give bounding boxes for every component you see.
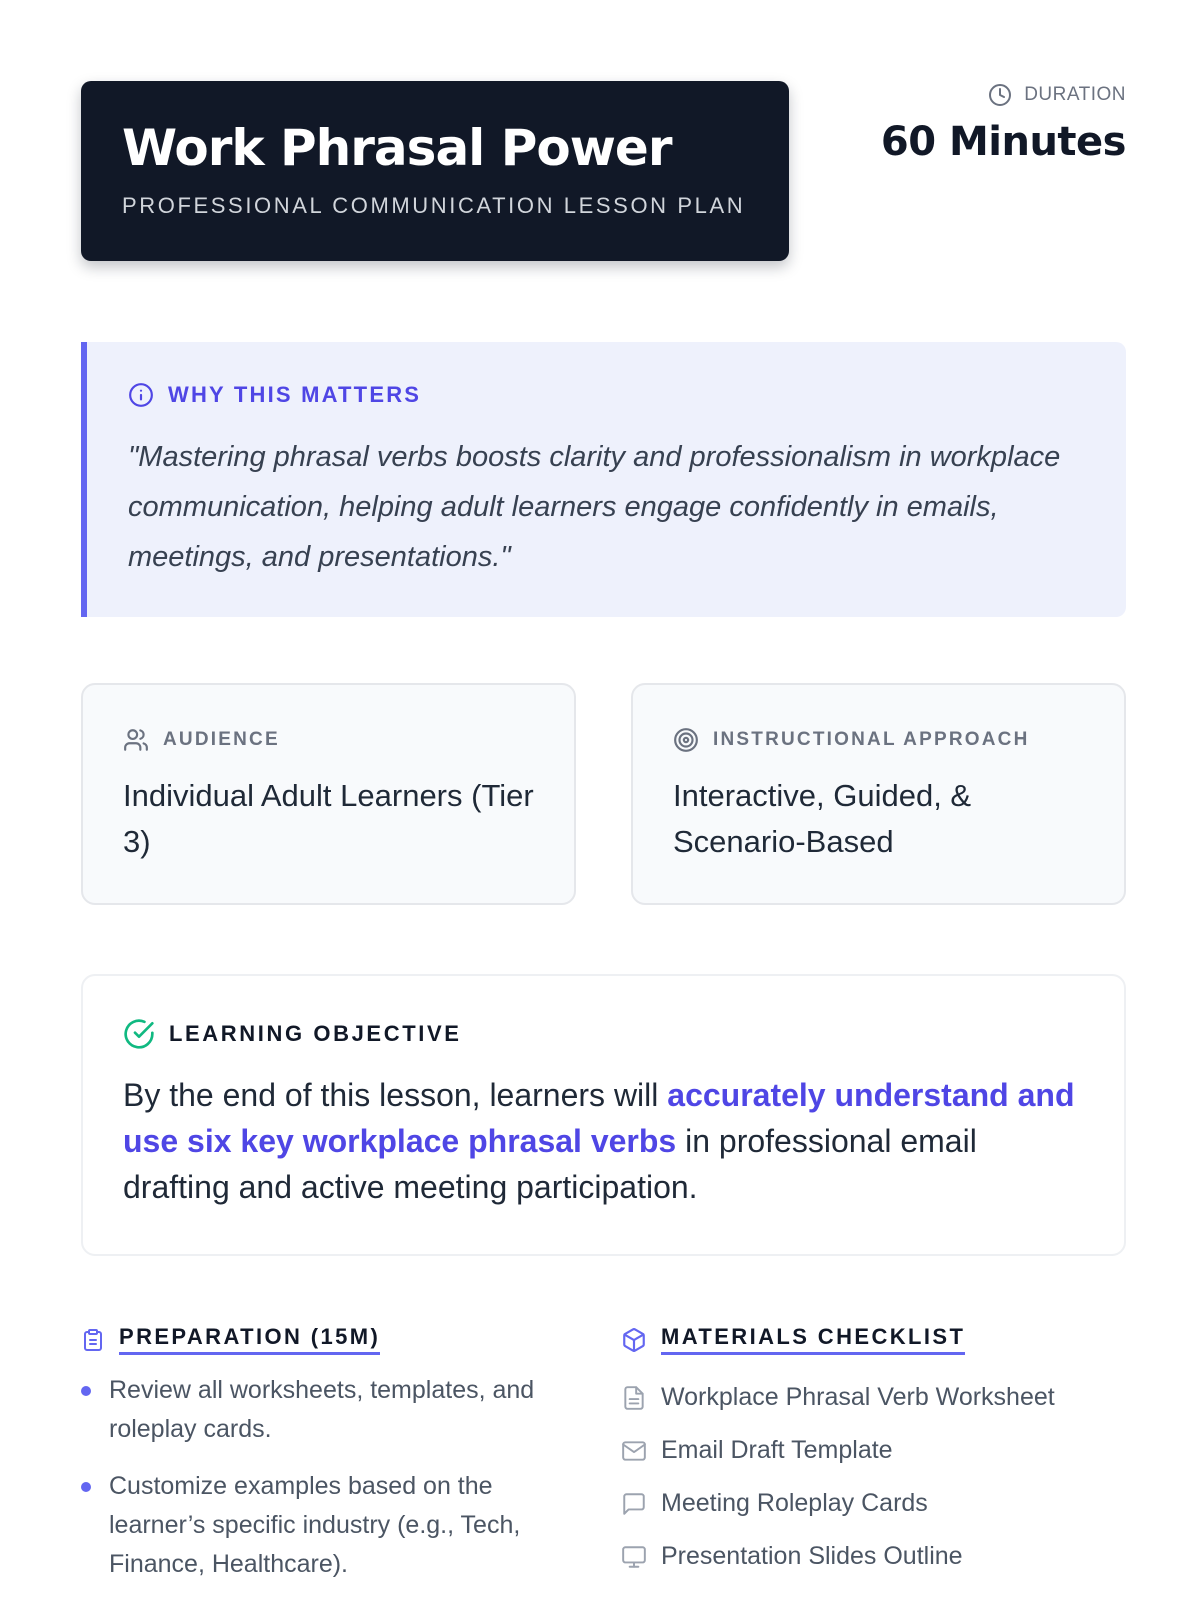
materials-heading — [621, 1324, 965, 1355]
list-item — [621, 1371, 1126, 1424]
mail-icon — [621, 1438, 647, 1464]
material-label: Email Draft Template — [661, 1436, 893, 1464]
objective-text — [123, 1072, 1083, 1210]
bullet-dot — [81, 1386, 91, 1396]
monitor-icon — [621, 1544, 647, 1570]
preparation-list — [81, 1371, 561, 1602]
duration-label: DURATION — [1024, 84, 1126, 105]
page-subtitle: PROFESSIONAL COMMUNICATION LESSON PLAN — [122, 193, 746, 218]
objective-label: LEARNING OBJECTIVE — [169, 1021, 462, 1046]
preparation-heading — [81, 1324, 380, 1355]
target-icon — [673, 727, 699, 753]
approach-value: Interactive, Guided, & Scenario-Based — [673, 778, 972, 859]
why-heading: WHY THIS MATTERS — [168, 382, 422, 407]
why-this-matters-callout — [81, 342, 1126, 617]
preparation-heading-text: PREPARATION (15M) — [119, 1324, 380, 1355]
title-card — [81, 81, 789, 261]
info-icon — [128, 382, 154, 408]
approach-card — [631, 683, 1126, 905]
list-item — [621, 1530, 1126, 1583]
clipboard-icon — [81, 1327, 105, 1353]
page-title: Work Phrasal Power — [122, 119, 672, 177]
duration-block — [881, 81, 1126, 165]
duration-value: 60 Minutes — [880, 119, 1126, 165]
objective-text-after: in professional email drafting and active meeting participation. — [123, 1123, 977, 1205]
objective-text-before: By the end of this lesson, learners will — [123, 1077, 668, 1113]
check-circle-icon — [123, 1018, 155, 1050]
audience-card — [81, 683, 576, 905]
document-icon — [621, 1385, 647, 1411]
approach-label: INSTRUCTIONAL APPROACH — [713, 729, 1030, 750]
materials-list — [621, 1371, 1126, 1583]
material-label: Meeting Roleplay Cards — [661, 1489, 928, 1517]
list-item — [621, 1477, 1126, 1530]
objective-highlight: accurately understand and use six key workplace phrasal verbs — [123, 1077, 1075, 1159]
list-item — [621, 1424, 1126, 1477]
learning-objective-card — [81, 974, 1126, 1256]
clock-icon — [988, 83, 1012, 107]
bullet-dot — [81, 1482, 91, 1492]
audience-value: Individual Adult Learners (Tier 3) — [123, 778, 534, 859]
material-label: Workplace Phrasal Verb Worksheet — [661, 1383, 1055, 1411]
audience-label: AUDIENCE — [163, 729, 280, 750]
chat-icon — [621, 1491, 647, 1517]
material-label: Presentation Slides Outline — [661, 1542, 963, 1570]
materials-heading-text: MATERIALS CHECKLIST — [661, 1324, 965, 1355]
list-item: Review all worksheets, templates, and roleplay cards. — [81, 1371, 561, 1449]
list-item: Customize examples based on the learner’s specific industry (e.g., Tech, Finance, Healthcare). — [81, 1467, 561, 1584]
box-icon — [621, 1327, 647, 1353]
users-icon — [123, 727, 149, 753]
why-quote: "Mastering phrasal verbs boosts clarity and professionalism in workplace communication, helping adult learners engage confidently in emails, meetings, and presentations." — [128, 441, 1061, 573]
